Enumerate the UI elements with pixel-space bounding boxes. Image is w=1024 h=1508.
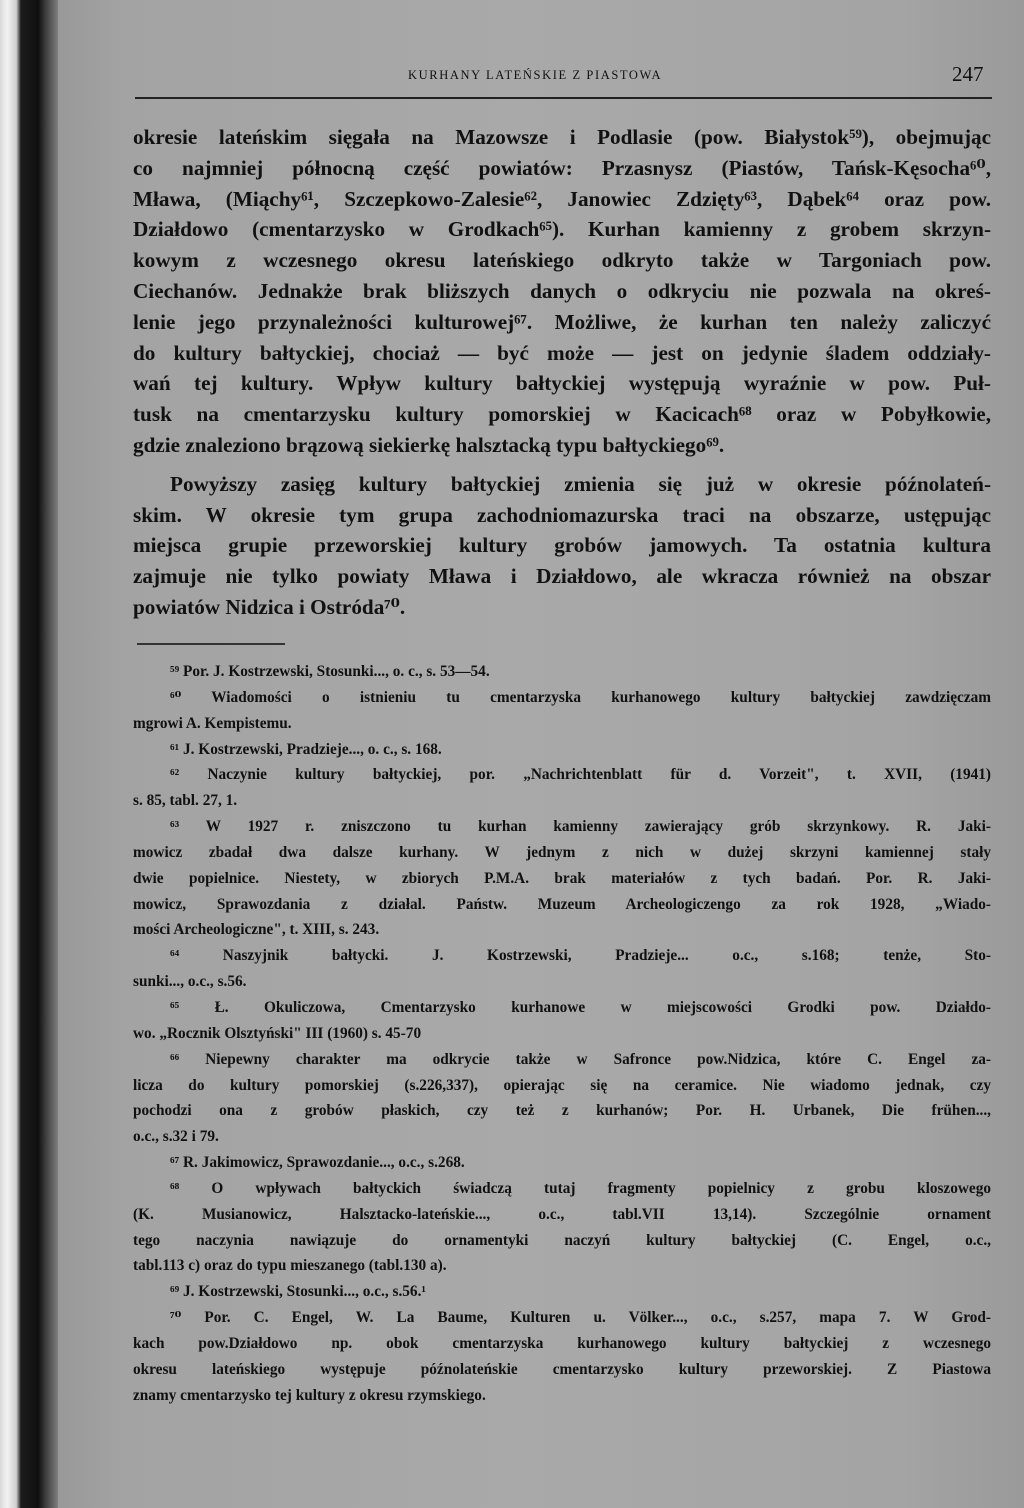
text-line: Działdowo (cmentarzysko w Grodkach⁶⁵). Kurhan kamienny z grobem skrzyn- <box>133 217 991 242</box>
footnote-line: o.c., s.32 i 79. <box>133 1128 219 1146</box>
text-line: powiatów Nidzica i Ostróda⁷⁰. <box>133 594 406 619</box>
footnote-line: ⁶⁹ J. Kostrzewski, Stosunki..., o.c., s.56.¹ <box>170 1283 426 1301</box>
book-spine <box>0 0 58 1508</box>
footnote-line: mości Archeologiczne", t. XIII, s. 243. <box>133 921 380 939</box>
text-line: Ciechanów. Jednakże brak bliższych danych o odkryciu nie pozwala na okreś- <box>133 278 991 303</box>
footnote-line: okresu lateńskiego występuje późnolateńskie cmentarzysko kultury przeworskiej. Z Piastowa <box>133 1360 991 1378</box>
text-line: gdzie znaleziono brązową siekierkę halsztacką typu bałtyckiego⁶⁹. <box>133 432 725 457</box>
footnotes <box>133 659 991 1408</box>
footnote-line: kach pow.Działdowo np. obok cmentarzyska kurhanowego kultury bałtyckiej z wczesnego <box>133 1334 991 1352</box>
text-line: okresie lateńskim sięgała na Mazowsze i Podlasie (pow. Białystok⁵⁹), obejmując <box>133 125 991 149</box>
text-line: co najmniej północną część powiatów: Przasnysz (Piastów, Tańsk-Kęsocha⁶⁰, <box>133 155 991 180</box>
footnote-line: (K. Musianowicz, Halsztacko-lateńskie..., o.c., tabl.VII 13,14). Szczególnie ornament <box>133 1205 991 1223</box>
text-line: zajmuje nie tylko powiaty Mława i Działdowo, ale wkracza również na obszar <box>133 564 991 589</box>
footnote-line: ⁶⁰ Wiadomości o istnieniu tu cmentarzyska kurhanowego kultury bałtyckiej zawdzięczam <box>170 688 991 706</box>
footnote-line: ⁶⁸ O wpływach bałtyckich świadczą tutaj fragmenty popielnicy z grobu kloszowego <box>170 1179 991 1197</box>
footnote-line: znamy cmentarzysko tej kultury z okresu rzymskiego. <box>133 1386 486 1404</box>
footnote-line: ⁶¹ J. Kostrzewski, Pradzieje..., o. c., s. 168. <box>170 740 442 758</box>
footnote-line: sunki..., o.c., s.56. <box>133 973 247 991</box>
running-title: KURHANY LATEŃSKIE Z PIASTOWA <box>408 68 663 82</box>
text-line: kowym z wczesnego okresu lateńskiego odkryto także w Targoniach pow. <box>133 248 991 273</box>
footnote-line: ⁶⁷ R. Jakimowicz, Sprawozdanie..., o.c., s.268. <box>170 1154 465 1172</box>
text-line: Mława, (Miąchy⁶¹, Szczepkowo-Zalesie⁶², Janowiec Zdzięty⁶³, Dąbek⁶⁴ oraz pow. <box>133 186 991 211</box>
page-number: 247 <box>952 62 984 86</box>
footnote-line: mowicz zbadał dwa dalsze kurhany. W jednym z nich w dużej skrzyni kamiennej stały <box>133 843 991 861</box>
footnote-line: mgrowi A. Kempistemu. <box>133 714 292 732</box>
text-line: miejsca grupie przeworskiej kultury grobów jamowych. Ta ostatnia kultura <box>133 533 991 558</box>
text-line: wań tej kultury. Wpływ kultury bałtyckiej występują wyraźnie w pow. Puł- <box>133 371 991 396</box>
footnote-line: licza do kultury pomorskiej (s.226,337), opierając się na ceramice. Nie wiadomo jednak, czy <box>133 1076 991 1094</box>
footnote-line: tego naczynia nawiązuje do ornamentyki naczyń kultury bałtyckiej (C. Engel, o.c., <box>133 1231 991 1249</box>
header-rule <box>135 97 992 99</box>
footnote-line: dwie popielnice. Niestety, w zbiorych P.M.A. brak materiałów z tych badań. Por. R. Jaki- <box>133 869 991 887</box>
footnote-line: wo. „Rocznik Olsztyński" III (1960) s. 45-70 <box>133 1024 422 1042</box>
paragraph-gap <box>133 461 991 469</box>
text-line: lenie jego przynależności kulturowej⁶⁷. Możliwe, że kurhan ten należy zaliczyć <box>133 309 991 334</box>
footnote-line: ⁶⁵ Ł. Okuliczowa, Cmentarzysko kurhanowe w miejscowości Grodki pow. Działdo- <box>170 998 991 1016</box>
footnote-line: tabl.113 c) oraz do typu mieszanego (tabl.130 a). <box>133 1257 447 1275</box>
text-line: skim. W okresie tym grupa zachodniomazurska traci na obszarze, ustępując <box>133 502 991 527</box>
footnote-line: ⁶⁴ Naszyjnik bałtycki. J. Kostrzewski, Pradzieje... o.c., s.168; tenże, Sto- <box>170 947 991 965</box>
text-line: tusk na cmentarzysku kultury pomorskiej w Kacicach⁶⁸ oraz w Pobyłkowie, <box>133 402 991 427</box>
footnote-line: ⁵⁹ Por. J. Kostrzewski, Stosunki..., o. c., s. 53—54. <box>170 663 490 680</box>
footnote-line: pochodzi ona z grobów płaskich, czy też z kurhanów; Por. H. Urbanek, Die frühen..., <box>133 1102 991 1120</box>
footnote-line: ⁶² Naczynie kultury bałtyckiej, por. „Nachrichtenblatt für d. Vorzeit", t. XVII, (1941) <box>170 766 991 784</box>
footnote-line: ⁶⁶ Niepewny charakter ma odkrycie także w Safronce pow.Nidzica, które C. Engel za- <box>170 1050 991 1068</box>
footnote-line: ⁶³ W 1927 r. zniszczono tu kurhan kamienny zawierający grób skrzynkowy. R. Jaki- <box>170 818 991 836</box>
text-line: do kultury bałtyckiej, chociaż — być może — jest on jedynie śladem oddziały- <box>133 340 991 365</box>
main-text <box>133 122 991 623</box>
footnote-line: mowicz, Sprawozdania z działal. Państw. Muzeum Archeologiczengo za rok 1928, „Wiado- <box>133 895 991 913</box>
footnote-line: s. 85, tabl. 27, 1. <box>133 792 238 810</box>
text-line: Powyższy zasięg kultury bałtyckiej zmienia się już w okresie późnolateń- <box>170 471 991 496</box>
footnote-rule <box>137 643 285 645</box>
footnote-line: ⁷⁰ Por. C. Engel, W. La Baume, Kulturen u. Völker..., o.c., s.257, mapa 7. W Grod- <box>170 1309 991 1327</box>
